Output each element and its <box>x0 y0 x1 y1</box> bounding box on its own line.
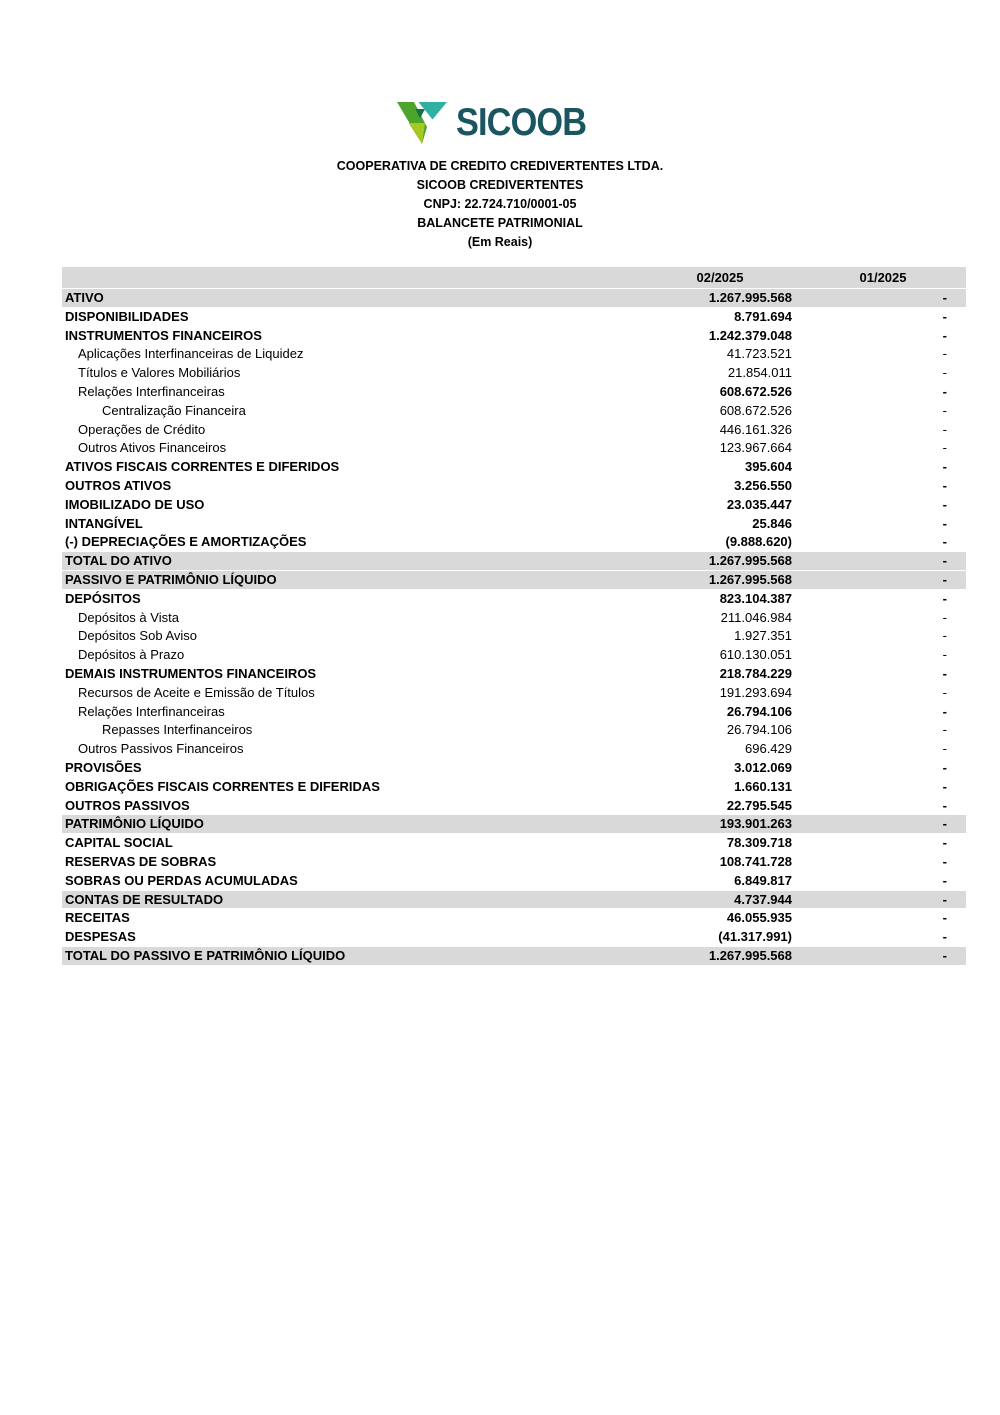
value-01-2025: - <box>942 459 947 475</box>
account-label: CAPITAL SOCIAL <box>65 835 173 851</box>
balance-table <box>62 267 966 966</box>
table-row <box>62 402 966 421</box>
account-label: OUTROS PASSIVOS <box>65 797 190 813</box>
value-01-2025: - <box>942 571 947 587</box>
value-01-2025: - <box>942 759 947 775</box>
value-01-2025: - <box>942 365 947 381</box>
table-row <box>62 721 966 740</box>
table-row <box>62 345 966 364</box>
account-label: Títulos e Valores Mobiliários <box>78 365 241 381</box>
column-header-account <box>62 267 640 288</box>
column-header-period-02-2025: 02/2025 <box>696 270 744 285</box>
value-02-2025: 1.267.995.568 <box>708 290 792 305</box>
value-02-2025: 608.672.526 <box>719 402 792 418</box>
account-label: Depósitos à Vista <box>78 609 179 625</box>
account-label: PASSIVO E PATRIMÔNIO LÍQUIDO <box>65 571 277 587</box>
account-label: PATRIMÔNIO LÍQUIDO <box>65 816 204 832</box>
value-02-2025: 41.723.521 <box>726 346 792 362</box>
value-02-2025: 25.846 <box>752 515 792 531</box>
value-02-2025: 1.267.995.568 <box>708 571 792 587</box>
table-row <box>62 590 966 609</box>
value-02-2025: 1.242.379.048 <box>708 327 792 343</box>
value-01-2025: - <box>942 665 947 681</box>
value-01-2025: - <box>942 891 947 907</box>
value-01-2025: - <box>942 741 947 757</box>
account-label: OUTROS ATIVOS <box>65 477 172 493</box>
table-row <box>62 872 966 891</box>
company-name: COOPERATIVA DE CREDITO CREDIVERTENTES LTDA. <box>336 159 664 173</box>
value-01-2025: - <box>942 628 947 644</box>
sicoob-wordmark: SICOOB <box>456 100 587 144</box>
value-02-2025: (41.317.991) <box>718 929 792 945</box>
account-label: INTANGÍVEL <box>65 515 143 531</box>
account-label: Relações Interfinanceiras <box>78 703 225 719</box>
account-label: Aplicações Interfinanceiras de Liquidez <box>78 346 304 362</box>
account-label: SOBRAS OU PERDAS ACUMULADAS <box>65 872 298 888</box>
value-02-2025: 696.429 <box>745 741 792 757</box>
value-02-2025: 3.256.550 <box>734 477 792 493</box>
account-label: RESERVAS DE SOBRAS <box>65 853 217 869</box>
value-02-2025: 446.161.326 <box>719 421 792 437</box>
account-label: Outros Passivos Financeiros <box>78 741 244 757</box>
account-label: ATIVO <box>65 290 104 305</box>
table-row <box>62 646 966 665</box>
table-row <box>62 515 966 534</box>
value-02-2025: 395.604 <box>745 459 792 475</box>
account-label: DEMAIS INSTRUMENTOS FINANCEIROS <box>65 665 317 681</box>
table-row <box>62 703 966 722</box>
value-01-2025: - <box>942 534 947 550</box>
table-row <box>62 439 966 458</box>
value-02-2025: 610.130.051 <box>719 647 792 663</box>
table-body <box>62 289 966 966</box>
account-label: Centralização Financeira <box>102 402 246 418</box>
value-01-2025: - <box>942 609 947 625</box>
table-row <box>62 627 966 646</box>
value-01-2025: - <box>942 778 947 794</box>
table-row <box>62 364 966 383</box>
value-01-2025: - <box>942 383 947 399</box>
value-02-2025: 8.791.694 <box>734 308 792 324</box>
table-row <box>62 609 966 628</box>
account-label: TOTAL DO PASSIVO E PATRIMÔNIO LÍQUIDO <box>65 947 346 963</box>
account-label: Depósitos Sob Aviso <box>78 628 197 644</box>
cnpj: CNPJ: 22.724.710/0001-05 <box>423 197 577 211</box>
table-row <box>62 552 966 571</box>
table-row <box>62 533 966 552</box>
value-02-2025: 3.012.069 <box>734 759 792 775</box>
value-02-2025: 123.967.664 <box>719 440 792 456</box>
value-01-2025: - <box>942 477 947 493</box>
table-row <box>62 947 966 966</box>
value-02-2025: 21.854.011 <box>727 365 792 381</box>
account-label: DEPÓSITOS <box>65 590 141 606</box>
table-row <box>62 797 966 816</box>
account-label: IMOBILIZADO DE USO <box>65 496 205 512</box>
value-01-2025: - <box>942 929 947 945</box>
table-row <box>62 909 966 928</box>
table-row <box>62 327 966 346</box>
value-01-2025: - <box>942 290 947 305</box>
value-01-2025: - <box>942 402 947 418</box>
value-01-2025: - <box>942 590 947 606</box>
value-01-2025: - <box>942 346 947 362</box>
table-row <box>62 308 966 327</box>
account-label: Outros Ativos Financeiros <box>78 440 227 456</box>
value-02-2025: 6.849.817 <box>734 872 792 888</box>
value-01-2025: - <box>942 722 947 738</box>
value-02-2025: 1.267.995.568 <box>708 947 792 963</box>
currency-note: (Em Reais) <box>467 235 533 249</box>
value-02-2025: 46.055.935 <box>726 910 792 926</box>
account-label: ATIVOS FISCAIS CORRENTES E DIFERIDOS <box>65 459 340 475</box>
sicoob-logo-icon <box>396 98 448 146</box>
value-01-2025: - <box>942 684 947 700</box>
value-01-2025: - <box>942 947 947 963</box>
value-02-2025: 22.795.545 <box>726 797 792 813</box>
table-row <box>62 421 966 440</box>
value-02-2025: 211.046.984 <box>720 609 792 625</box>
report-title: BALANCETE PATRIMONIAL <box>417 216 583 230</box>
account-label: DISPONIBILIDADES <box>65 308 189 324</box>
table-row <box>62 815 966 834</box>
table-row <box>62 383 966 402</box>
table-row <box>62 458 966 477</box>
column-header-period-01-2025: 01/2025 <box>859 270 907 285</box>
table-row <box>62 834 966 853</box>
table-row <box>62 778 966 797</box>
value-01-2025: - <box>942 835 947 851</box>
value-02-2025: 78.309.718 <box>726 835 792 851</box>
sicoob-logo <box>0 0 1000 146</box>
table-row <box>62 928 966 947</box>
value-01-2025: - <box>942 797 947 813</box>
table-header-row <box>62 267 966 289</box>
trade-name: SICOOB CREDIVERTENTES <box>416 178 584 192</box>
value-01-2025: - <box>942 327 947 343</box>
value-02-2025: 1.267.995.568 <box>708 553 792 569</box>
value-01-2025: - <box>942 647 947 663</box>
value-01-2025: - <box>942 910 947 926</box>
table-row <box>62 477 966 496</box>
table-row <box>62 740 966 759</box>
account-label: PROVISÕES <box>65 759 142 775</box>
value-02-2025: 218.784.229 <box>719 665 792 681</box>
account-label: TOTAL DO ATIVO <box>65 553 172 569</box>
table-row <box>62 496 966 515</box>
value-02-2025: 191.293.694 <box>719 684 792 700</box>
value-01-2025: - <box>942 872 947 888</box>
table-row <box>62 684 966 703</box>
value-01-2025: - <box>942 308 947 324</box>
account-label: OBRIGAÇÕES FISCAIS CORRENTES E DIFERIDAS <box>65 778 380 794</box>
value-02-2025: 23.035.447 <box>726 496 792 512</box>
value-02-2025: 4.737.944 <box>734 891 792 907</box>
table-row <box>62 289 966 308</box>
account-label: DESPESAS <box>65 929 136 945</box>
table-row <box>62 853 966 872</box>
value-02-2025: 26.794.106 <box>726 722 792 738</box>
value-01-2025: - <box>942 515 947 531</box>
value-02-2025: (9.888.620) <box>725 534 792 550</box>
account-label: Depósitos à Prazo <box>78 647 185 663</box>
table-row <box>62 665 966 684</box>
value-02-2025: 608.672.526 <box>719 383 792 399</box>
value-02-2025: 1.660.131 <box>734 778 792 794</box>
value-01-2025: - <box>942 421 947 437</box>
value-01-2025: - <box>942 440 947 456</box>
value-01-2025: - <box>942 496 947 512</box>
value-01-2025: - <box>942 553 947 569</box>
value-02-2025: 108.741.728 <box>719 853 792 869</box>
table-row <box>62 571 966 590</box>
account-label: INSTRUMENTOS FINANCEIROS <box>65 327 262 343</box>
value-01-2025: - <box>942 853 947 869</box>
value-02-2025: 193.901.263 <box>719 816 792 832</box>
account-label: Recursos de Aceite e Emissão de Títulos <box>78 684 315 700</box>
document-header <box>0 157 1000 252</box>
value-02-2025: 26.794.106 <box>726 703 792 719</box>
table-row <box>62 759 966 778</box>
account-label: Repasses Interfinanceiros <box>102 722 253 738</box>
account-label: Operações de Crédito <box>78 421 206 437</box>
account-label: RECEITAS <box>65 910 130 926</box>
account-label: CONTAS DE RESULTADO <box>65 891 224 907</box>
table-row <box>62 891 966 910</box>
value-01-2025: - <box>942 703 947 719</box>
value-02-2025: 1.927.351 <box>734 628 792 644</box>
value-02-2025: 823.104.387 <box>719 590 792 606</box>
account-label: Relações Interfinanceiras <box>78 383 225 399</box>
value-01-2025: - <box>942 816 947 832</box>
account-label: (-) DEPRECIAÇÕES E AMORTIZAÇÕES <box>65 534 307 550</box>
